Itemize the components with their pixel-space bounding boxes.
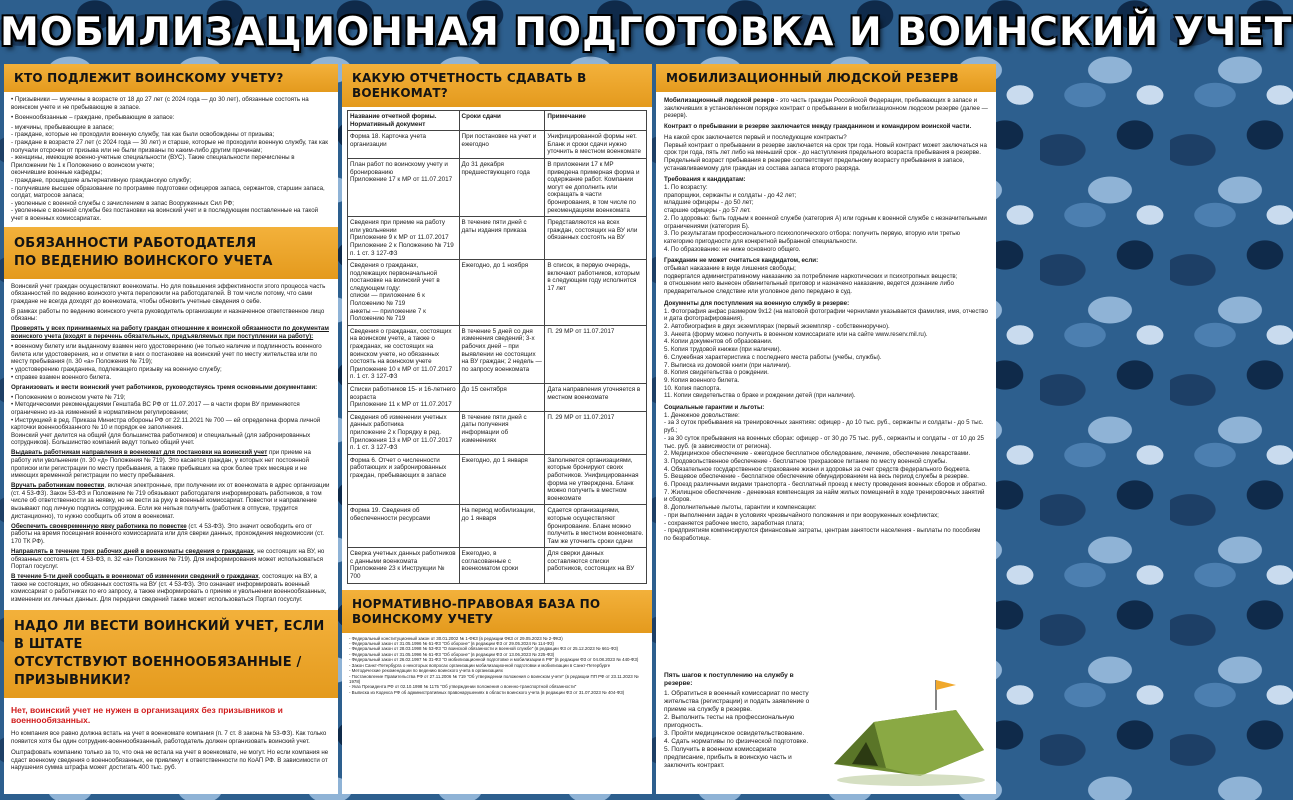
report-cell-form: План работ по воинскому учету и бронированию Приложение 17 к МР от 11.07.2017 [348, 158, 460, 216]
duties-doc-item: • удостоверению гражданина, подлежащего призыву на военную службу; [11, 365, 222, 373]
report-cell-deadline: При постановке на учет и ежегодно [459, 131, 545, 159]
requirements-heading: Требования к кандидатам: [664, 176, 746, 184]
duties-text: , не состоящих на ВУ, но обязанных состоять (ст. 4 53-ФЗ, п. 32 «а» Положения № 719). Для информирования может использоваться Портал госуслуг. [11, 548, 325, 571]
report-table [347, 110, 647, 584]
social-item: 4. Обязательное государственное страхование жизни и здоровья за счет средств федерального бюджета. [664, 465, 971, 473]
report-cell-note: П. 29 МР от 11.07.2017 [545, 411, 647, 454]
report-cell-deadline: В течение пяти дней с даты издания приказа [459, 217, 545, 260]
report-cell-form: Форма 19. Сведения об обеспеченности ресурсами [348, 505, 460, 548]
reserve-definition-text: - это часть граждан Российской Федерации, пребывающих в запасе и заключивших в установленном порядке контракт о пребывании в мобилизационном людском резерве (далее — резерв). [664, 97, 988, 120]
five-steps-list [664, 690, 814, 770]
requirement-item: 1. По возрасту: [664, 184, 708, 192]
duties-paragraph [11, 482, 331, 520]
report-cell-note: В приложении 17 к МР приведена примерная форма и содержание работ. Компании могут ее дополнить или сокращать в части бронирования, в том числе по рекомендациям военкомата [545, 158, 647, 216]
report-row [348, 548, 647, 583]
legal-item: - Федеральный закон от 28.03.1998 № 53-ФЗ "О воинской обязанности и военной службе" (в редакции ФЗ от 25.12.2023 № 661-ФЗ) [349, 646, 619, 652]
report-row [348, 454, 647, 505]
duties-text: при приеме на работу или увольнении (п. 30 «д» Положения № 719). Это касается граждан, у которых нет постоянной прописки или регистрации по месту пребывания, а также пребывших на срок более трех месяцев и не имеющих временной регистрации по месту пребывания. [11, 449, 311, 480]
reserve-body [656, 92, 996, 548]
reserve-definition [664, 97, 988, 120]
social-item: - предприятиям компенсируются финансовые затраты, центрам занятости населения - выплаты по пособиям по безработице. [664, 527, 981, 542]
documents-list [664, 308, 988, 400]
duties-law-item: • Методическими рекомендациями Генштаба ВС РФ от 11.07.2017 — в части форм ВУ применяются ограниченно из-за изменений в нормативном регулировании; [11, 401, 300, 416]
document-item: 5. Копия трудовой книжки (при наличии). [664, 346, 782, 354]
cannot-list [664, 265, 988, 296]
social-item: 6. Проезд различными видами транспорта - бесплатный проезд к месту проведения военных сборов и обратно. [664, 481, 987, 489]
document-item: 8. Копия свидетельства о рождении. [664, 369, 769, 377]
legal-list [342, 633, 652, 698]
duties-heading-line2: ПО ВЕДЕНИЮ ВОИНСКОГО УЧЕТА [14, 253, 273, 269]
social-list [664, 412, 988, 543]
report-cell-note: Сдается организациями, которые осуществляют бронирование. Бланк можно получить в местном военкомате. Там же уточнить сроки сдачи [545, 505, 647, 548]
report-row [348, 217, 647, 260]
report-cell-form: Списки работников 15- и 16-летнего возраста Приложение 11 к МР от 11.07.2017 [348, 384, 460, 412]
step-item: 4. Сдать нормативы по физической подготовке. [664, 738, 809, 745]
report-cell-deadline: В течение пяти дней с даты получения информации об изменениях [459, 411, 545, 454]
requirements-list [664, 184, 988, 253]
tent-side [874, 710, 984, 776]
who-line: - уволенные с военной службы с зачислением в запас Вооруженных Сил РФ; [11, 199, 234, 207]
duties-text: , состоящих на ВУ, а также не состоящих, но обязанных состоять на ВУ (ст. 4 53-ФЗ). Это означает информировать военный комиссариат о работниках по его запросу, а также информировать о приеме и увольнении военнообязанных, изменении их личных данных. Для передачи сведений также может использоваться Портал госуслуг. [11, 573, 327, 604]
report-cell-form: Сведения при приеме на работу или увольнении Приложение 9 к МР от 11.07.2017 Приложение 2 к Положению № 719 п. 1 ст. 3 127-ФЗ [348, 217, 460, 260]
legal-item: - Указ Президента РФ от 02.10.1998 № 1175 "Об утверждении положения о военно-транспортной обязанности" [349, 684, 577, 690]
requirement-item: 2. По здоровью: быть годным к военной службе (категория А) или годным к военной службе с незначительными ограничениями (категория Б). [664, 214, 987, 230]
who-line: - уволенные с военной службы без постановки на воинский учет и в последующем поставленные на такой учет в военных комиссариатах. [11, 207, 319, 222]
report-cell-deadline: Ежегодно, до 1 ноября [459, 260, 545, 326]
flag-icon [936, 680, 956, 690]
report-cell-note: Представляются на всех граждан, состоящих на ВУ или обязанных состоять на ВУ [545, 217, 647, 260]
step-item: 2. Выполнить тесты на профессиональную пригодность. [664, 714, 795, 729]
duties-intro-2: В рамках работы по ведению воинского учета руководитель организации и назначенное ответственное лицо обязаны: [11, 307, 325, 323]
reserve-contract: Контракт о пребывании в резерве заключается между гражданином и командиром воинской части. [664, 123, 972, 131]
report-cell-deadline: В течение 5 дней со дня изменения сведений; 3-х рабочих дней – при выявлении не состоящих на ВУ граждан; 2 недель — по запросу военкомата [459, 325, 545, 383]
requirement-item: 3. По результатам профессионального психологического отбора: получить первую, вторую или третью категорию пригодности для конкретной выбранной специальности. [664, 230, 961, 245]
cannot-item: в отношении него вынесен обвинительный приговор и назначено наказание, ведется дознание либо предварительное следствие или уголовное дело передано в суд. [664, 280, 954, 296]
noreg-heading-line2: ОТСУТСТВУЮТ ВОЕННООБЯЗАННЫЕ / ПРИЗЫВНИКИ? [14, 655, 302, 689]
army-tent-icon [816, 672, 992, 790]
report-row [348, 325, 647, 383]
noreg-paragraph: Оштрафовать компанию только за то, что она не встала на учет в военкомате, не могут. Но если компания не сдаст военкому сведения о военнообязанных, ее привлекут к ответственности по КоАП РФ. В зависимости от нарушения сумма штрафа может достигать 400 тыс. руб. [11, 748, 329, 772]
report-cell-note: В список, в первую очередь, включают работников, которым в следующем году исполнится 17 лет [545, 260, 647, 326]
legal-item: - Выписка из Кодекса РФ об административных правонарушениях в области воинского учета (в редакции ФЗ от 31.07.2023 № 404-ФЗ) [349, 689, 625, 695]
reserve-definition-term: Мобилизационный людской резерв [664, 97, 775, 104]
duties-intro: Воинский учет граждан осуществляют военкоматы. Но для повышения эффективности этого процесса часть обязанностей по ведению воинского учета переложили на работодателей. В том числе потому, что сами граждане не всегда доходят до военкомата, чтобы обновить учетные сведения о себе. [11, 282, 326, 305]
report-cell-form: Сверка учетных данных работников с данными военкомата Приложение 23 к Инструкции № 700 [348, 548, 460, 583]
duties-check-heading: Проверять у всех принимаемых на работу граждан отношение к воинской обязанности по документам воинского учета (входят в перечень обязательных, предъявляемых при поступлении на работу): [11, 325, 329, 341]
duties-paragraph [11, 548, 331, 571]
column-header-deadline: Сроки сдачи [459, 111, 545, 131]
document-item: 1. Фотография анфас размером 9х12 (на матовой фотографии чернилами указывается фамилия, имя, отчество и дата фотографирования). [664, 307, 988, 323]
cannot-item: подвергался административному наказанию за потребление наркотических и психотропных веществ; [664, 272, 958, 280]
who-line: - граждане, прошедшие альтернативную гражданскую службу; [11, 176, 192, 184]
cannot-item: отбывал наказание в виде лишения свободы; [664, 265, 796, 273]
document-item: 2. Автобиография в двух экземплярах (первый экземпляр - собственноручно). [664, 322, 890, 330]
report-cell-form: Сведения о гражданах, состоящих на воинском учете, а также о гражданах, не состоящих на воинском учете, но обязанных состоять на воинском учете Приложение 10 к МР от 11.07.2017 п. 1 ст. 3 127-ФЗ [348, 325, 460, 383]
social-item: 2. Медицинское обеспечение - ежегодное бесплатное обследование, лечение, обеспечение лекарствами. [664, 450, 971, 458]
who-line: • Военнообязанные – граждане, пребывающие в запасе: [11, 113, 175, 121]
who-line: - граждане, которые не проходили военную службу, так как были освобождены от призыва; [11, 131, 275, 139]
left-column [4, 64, 338, 794]
noreg-body [4, 698, 338, 779]
social-item: 8. Дополнительные льготы, гарантии и компенсации: [664, 504, 817, 512]
report-cell-note: Унифицированной формы нет. Бланк и сроки сдачи нужно уточнить в местном военкомате [545, 131, 647, 159]
who-line: - мужчины, пребывающие в запасе; [11, 123, 114, 131]
document-item: 10. Копия паспорта. [664, 384, 722, 392]
social-item: - за 3 суток пребывания на тренировочных занятиях: офицер - до 10 тыс. руб., сержанты и солдаты - до 5 тыс. руб.; [664, 419, 984, 435]
five-steps-title: Пять шагов к поступлению на службу в резерве: [664, 672, 794, 687]
report-cell-form: Сведения об изменении учетных данных работника приложение 2 к Порядку в ред. Приложения 13 к МР от 11.07.2017 п. 1 ст. 3 127-ФЗ [348, 411, 460, 454]
report-row [348, 505, 647, 548]
report-cell-note: П. 29 МР от 11.07.2017 [545, 325, 647, 383]
reserve-term-line: Предельный возраст пребывания в резерве соответствует предельному возрасту пребывания в запасе, устанавливаемому для граждан из состава запаса второго разряда. [664, 156, 965, 172]
duties-bold: Обеспечить своевременную явку работника по повестке [11, 522, 187, 530]
step-item: 5. Получить в военном комиссариате предписание, прибыть в воинскую часть и заключить контракт. [664, 746, 792, 769]
poster-title: МОБИЛИЗАЦИОННАЯ ПОДГОТОВКА И ВОИНСКИЙ УЧЕТ [0, 10, 1293, 55]
document-item: 9. Копия военного билета. [664, 376, 740, 384]
report-cell-note: Заполняется организациями, которые бронируют своих работников. Унифицированная форма не утверждена. Бланк можно получить в местном военкомате [545, 454, 647, 505]
report-cell-note: Дата направления уточняется в местном военкомате [545, 384, 647, 412]
duties-bold: Вручать работникам повестки [11, 482, 105, 490]
right-column [656, 64, 996, 794]
duties-heading [4, 227, 338, 279]
duties-law-item: • Положением о воинском учете № 719; [11, 393, 126, 401]
requirement-item: старшие офицеры - до 57 лет. [664, 207, 751, 215]
social-item: - сохраняется рабочее место, заработная плата; [664, 519, 805, 527]
document-item: 4. Копии документов об образовании. [664, 338, 773, 346]
report-cell-form: Форма 6. Отчет о численности работающих и забронированных граждан, пребывающих в запасе [348, 454, 460, 505]
duties-law-item: • Инструкцией в ред. Приказа Министра обороны РФ от 22.11.2021 № 700 — ей определена форма личной карточки военнообязанного № 10 и порядок ее заполнения. [11, 416, 321, 432]
report-cell-note: Для сверки данных составляются списки работников, состоящих на ВУ [545, 548, 647, 583]
report-row [348, 158, 647, 216]
social-item: 3. Продовольственное обеспечение - бесплатное трехразовое питание по месту военной службы. [664, 457, 948, 465]
document-item: 3. Анкета (форму можно получить в военном комиссариате или на сайте www.reserv.mil.ru). [664, 330, 928, 338]
cannot-heading: Гражданин не может считаться кандидатом, если: [664, 257, 819, 265]
five-steps-panel [656, 664, 996, 794]
step-item: 1. Обратиться в военный комиссариат по месту жительства (регистрации) и подать заявление о приеме на службу в резерве. [664, 690, 810, 713]
who-heading: КТО ПОДЛЕЖИТ ВОИНСКОМУ УЧЕТУ? [4, 64, 338, 92]
noreg-paragraph: Но компания все равно должна встать на учет в военкомате компания (п. 7 ст. 8 закона № 53-ФЗ). Как только появится хотя бы один сотрудник-военнообязанный, работодатель должен организовать воинский учет. [11, 730, 327, 745]
requirement-item: младшие офицеры - до 50 лет; [664, 199, 754, 207]
duties-bold: В течение 5-ти дней сообщать в военкомат об изменении сведений о гражданах [11, 573, 259, 581]
legal-item: - Закон Санкт-Петербурга о некоторых вопросах организации мобилизационной подготовки и мобилизации в Санкт-Петербурге [349, 662, 611, 668]
report-row [348, 260, 647, 326]
duties-general-note: Воинский учет делится на общий (для большинства работников) и специальный (для забронированных сотрудников). Большинство компаний ведут только общий учет. [11, 431, 311, 447]
duties-organize-heading: Организовать и вести воинский учет работников, руководствуясь тремя основными документами: [11, 383, 318, 391]
legal-item: - Федеральный конституционный закон от 30.01.2002 № 1-ФКЗ (в редакции ФКЗ от 29.05.2023 № 2-ФКЗ) [349, 635, 563, 641]
report-cell-form: Сведения о гражданах, подлежащих первоначальной постановке на воинский учет в следующем году: списки — приложение 6 к Положению № 719 анкеты — приложение 7 к Положению № 719 [348, 260, 460, 326]
duties-text: , включая электронные, при получении их от военкомата в адрес организации (ст. 4 53-ФЗ). Закон 53-ФЗ и Положение № 719 обязывают работодателя информировать работников, в том числе об ответственности за неявку, но не вести за руку в военный комиссариат. Повестки и направление вызывают под личную подпись сотрудника. Если же нельзя получить (работник в отпуске, трудится дистанционно), то нужно сообщить об этом в военкомат. [11, 482, 330, 520]
reserve-term-line: На какой срок заключается первый и последующие контракты? [664, 133, 847, 141]
duties-doc-item: • военному билету или выданному взамен него удостоверению (не только наличие и подлинность военного билета или удостоверения, но и отметки в них о постановке на воинский учет по месту жительства или по месту пребывания (п. 30 «а» Положения № 719); [11, 343, 322, 366]
report-cell-deadline: Ежегодно, до 1 января [459, 454, 545, 505]
social-item: 1. Денежное довольствие: [664, 411, 740, 419]
duties-bold: Направлять в течение трех рабочих дней в военкоматы сведения о гражданах [11, 548, 254, 555]
step-item: 3. Пройти медицинское освидетельствование. [664, 730, 805, 737]
duties-doc-item: • справке взамен военного билета. [11, 373, 112, 381]
who-line: - граждане в возрасте 27 лет (с 2024 года — 30 лет) и старше, которые не проходили военную службу, так как получали отсрочки от призыва или не были призваны по каким-либо другим причинам; [11, 138, 328, 154]
report-cell-deadline: На период мобилизации, до 1 января [459, 505, 545, 548]
report-row [348, 384, 647, 412]
report-cell-deadline: До 15 сентября [459, 384, 545, 412]
reserve-term-line: Первый контракт о пребывании в резерве заключается на срок три года. Новый контракт может заключаться на срок три года, пять лет либо на меньший срок - до наступления предельного возраста пребывания в резерве. [664, 141, 987, 157]
report-cell-deadline: До 31 декабря предшествующего года [459, 158, 545, 216]
legal-item: - Федеральный закон от 31.05.1996 № 61-ФЗ "Об обороне" (в редакции ФЗ от 29.05.2024 № 114-ФЗ) [349, 641, 554, 647]
report-row [348, 131, 647, 159]
report-cell-form: Форма 18. Карточка учета организации [348, 131, 460, 159]
ground-shadow [837, 774, 985, 786]
social-item: 5. Вещевое обеспечение - бесплатное обеспечение обмундированием на весь период службы в резерве. [664, 473, 969, 481]
report-cell-deadline: Ежегодно, в согласованные с военкоматом сроки [459, 548, 545, 583]
document-item: 11. Копии свидетельства о браке и рождении детей (при наличии). [664, 392, 856, 400]
legal-item: - Федеральный закон от 26.02.1997 № 31-ФЗ "О мобилизационной подготовке и мобилизации в РФ" (в редакции ФЗ от 04.08.2023 № 440-ФЗ) [349, 657, 639, 663]
documents-heading: Документы для поступления на военную службу в резерве: [664, 299, 850, 307]
legal-heading: НОРМАТИВНО-ПРАВОВАЯ БАЗА ПО ВОИНСКОМУ УЧЕТУ [342, 590, 652, 633]
noreg-heading-line1: НАДО ЛИ ВЕСТИ ВОИНСКИЙ УЧЕТ, ЕСЛИ В ШТАТЕ [14, 619, 325, 653]
duties-body [4, 279, 338, 611]
social-item: 7. Жилищное обеспечение - денежная компенсация за найм жилых помещений в ходе тренировочных занятий и сборов. [664, 488, 985, 504]
who-line: • Призывники — мужчины в возрасте от 18 до 27 лет (с 2024 года — до 30 лет), обязанные состоять на воинском учете и не пребывающие в запасе. [11, 96, 309, 111]
who-body [4, 92, 338, 227]
who-line: - женщины, имеющие военно-учетные специальности (ВУС). Такие специальности перечислены в Приложении № 1 к Положению о воинском учете; [11, 154, 295, 169]
duties-paragraph [11, 449, 331, 479]
social-item: - за 30 суток пребывания на военных сборах: офицер - от 30 до 75 тыс. руб., сержанты и солдаты - от 10 до 25 тыс. руб. (в зависимости от региона). [664, 434, 984, 450]
column-header-form: Название отчетной формы. Нормативный документ [348, 111, 460, 131]
duties-heading-line1: ОБЯЗАННОСТИ РАБОТОДАТЕЛЯ [14, 235, 257, 251]
report-table-header [348, 111, 647, 131]
social-item: - при выполнении задач в условиях чрезвычайного положения и при вооруженных конфликтах; [664, 511, 939, 519]
document-item: 6. Служебная характеристика с последнего места работы (учебы, службы). [664, 353, 882, 361]
reserve-heading: МОБИЛИЗАЦИОННЫЙ ЛЮДСКОЙ РЕЗЕРВ [656, 64, 996, 92]
noreg-answer: Нет, воинский учет не нужен в организациях без призывников и военнообязанных. [11, 705, 283, 726]
report-row [348, 411, 647, 454]
who-line: - получившие высшее образование по программе подготовки офицеров запаса, сержантов, старшин запаса, солдат, матросов запаса; [11, 184, 325, 200]
legal-item: - Федеральный закон от 31.05.1996 № 61-ФЗ "Об обороне" (в редакции ФЗ от 13.06.2023 № 225-ФЗ) [349, 651, 555, 657]
report-heading: КАКУЮ ОТЧЕТНОСТЬ СДАВАТЬ В ВОЕНКОМАТ? [342, 64, 652, 107]
noreg-heading [4, 610, 338, 698]
social-heading: Социальные гарантии и льготы: [664, 404, 765, 412]
document-item: 7. Выписка из домовой книги (при наличии). [664, 361, 791, 369]
duties-text: (ст. 4 53-ФЗ). Это значит освободить его от работы на время посещения военного комиссариата или для сверки данных, прохождения медкомиссии (ст. 170 ТК РФ). [11, 522, 324, 545]
report-table-body [348, 131, 647, 583]
duties-paragraph [11, 573, 331, 603]
requirement-item: прапорщики, сержанты и солдаты - до 42 лет; [664, 191, 797, 199]
middle-column [342, 64, 652, 794]
duties-paragraph [11, 523, 331, 546]
legal-item: - Методические рекомендации по ведению воинского учета в организациях [349, 668, 503, 674]
who-line: окончившие военные кафедры; [11, 169, 103, 177]
duties-bold: Выдавать работникам направления в военкомат для постановки на воинский учет [11, 449, 268, 457]
legal-item: - Постановление Правительства РФ от 27.11.2006 № 719 "Об утверждении положения о воинском учете" (в редакции ПП РФ от 23.11.2023 № 1978) [349, 673, 639, 684]
requirement-item: 4. По образованию: не ниже основного общего. [664, 245, 801, 253]
column-header-note: Примечание [545, 111, 647, 131]
